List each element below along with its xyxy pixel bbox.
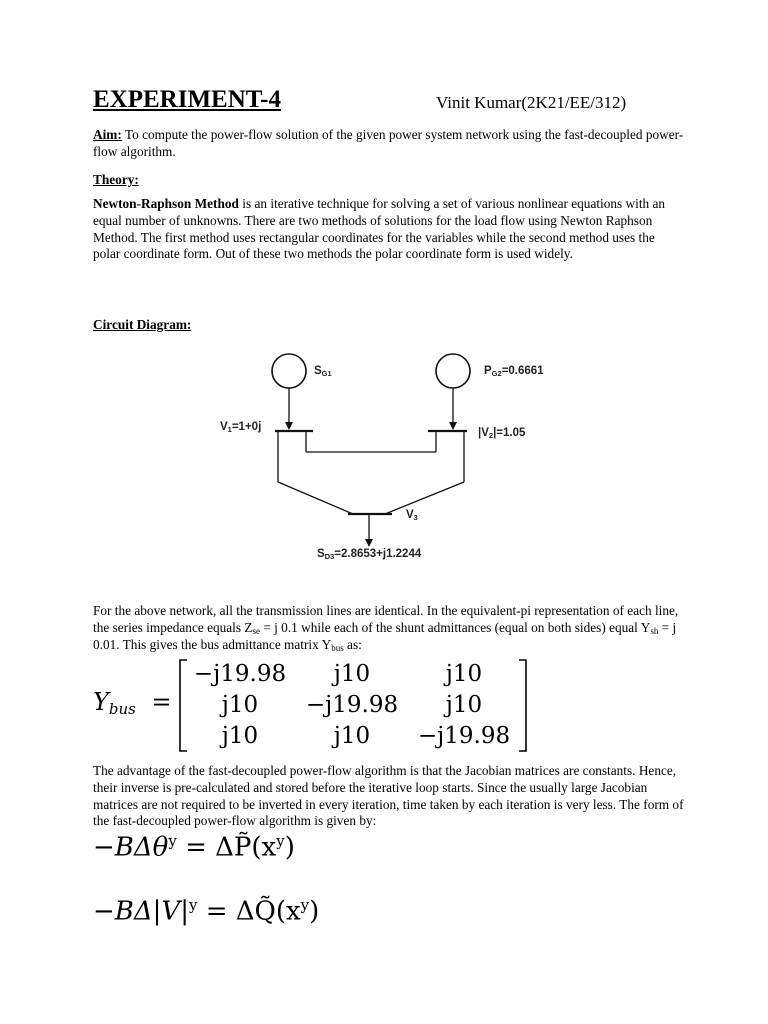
matrix-cell: j10	[221, 723, 259, 749]
matrix-cell: j10	[445, 692, 483, 718]
ybus-matrix	[93, 658, 533, 753]
matrix-cell: −j19.98	[193, 661, 287, 687]
page-title: EXPERIMENT-4	[93, 86, 281, 113]
sd3-label: SD3=2.8653+j1.2244	[317, 548, 422, 561]
theory-heading: Theory:	[93, 172, 139, 187]
network-text-4: as:	[343, 636, 362, 652]
author-name: Vinit Kumar(2K21/EE/312)	[436, 93, 627, 112]
aim-text: To compute the power-flow solution of the given power system network using the fast-decoupled power-flow algorithm.	[93, 127, 684, 159]
network-text-1: For the above network, all the transmission lines are identical. In the equivalent-pi representation of each line, the series impedance equals Z	[93, 603, 679, 635]
generator-1-icon	[272, 354, 306, 388]
matrix-cell: j10	[221, 692, 259, 718]
pg2-label: PG2=0.6661	[484, 365, 544, 378]
arrow-down-icon	[285, 422, 293, 430]
v3-label: V3	[406, 509, 418, 522]
v1-label: V1=1+0j	[220, 421, 262, 434]
aim-paragraph	[93, 127, 685, 161]
generator-2-icon	[436, 354, 470, 388]
circuit-diagram	[210, 342, 570, 572]
network-text-3: = j 0.01. This gives the bus admittance matrix Y	[93, 619, 677, 652]
theory-paragraph	[93, 196, 685, 263]
network-paragraph	[93, 603, 685, 653]
equation-q: $-B\Delta|V|^y$ = $\Delta Q̃(x^y)$	[93, 896, 320, 927]
matrix-cell: j10	[445, 661, 483, 687]
matrix-cell: −j19.98	[417, 723, 511, 749]
matrix-cell: −j19.98	[305, 692, 399, 718]
arrow-down-icon	[365, 539, 373, 547]
aim-label: Aim:	[93, 127, 122, 142]
ybus-lhs: $Y_{bus}$ =	[93, 688, 172, 718]
network-text-2: = j 0.1 while each of the shunt admittances (equal on both sides) equal Y	[260, 619, 651, 635]
matrix-cell: j10	[333, 661, 371, 687]
matrix-cell: j10	[333, 723, 371, 749]
v2-label: |V2|=1.05	[478, 427, 526, 440]
theory-term: Newton-Raphson Method	[93, 196, 239, 211]
zse-subscript: se	[252, 625, 260, 636]
ybus-subscript: bus	[331, 642, 344, 653]
advantage-paragraph: The advantage of the fast-decoupled power-flow algorithm is that the Jacobian matrices are constants. Hence, their inverse is pre-calculated and stored before the iterative loop starts. Since the usually large Jacobian matrices are not required to be inverted in every iteration, time taken by each iteration is very less. The form of the fast-decoupled power-flow algorithm is given by:	[93, 763, 684, 829]
equation-p: $-B\Delta\theta^y = \Delta P̃(x^y)$	[93, 832, 295, 863]
circuit-heading: Circuit Diagram:	[93, 317, 192, 332]
arrow-down-icon	[449, 422, 457, 430]
ysh-subscript: sh	[650, 625, 659, 636]
theory-text: is an iterative technique for solving a set of various nonlinear equations with an equal number of unknowns. There are two methods of solutions for the load flow using Newton Raphson Method. The first method uses rectangular coordinates for the variables while the second method uses the polar coordinate form. Out of these two methods the polar coordinate form is used widely.	[93, 196, 666, 262]
sg1-label: SG1	[314, 365, 332, 378]
